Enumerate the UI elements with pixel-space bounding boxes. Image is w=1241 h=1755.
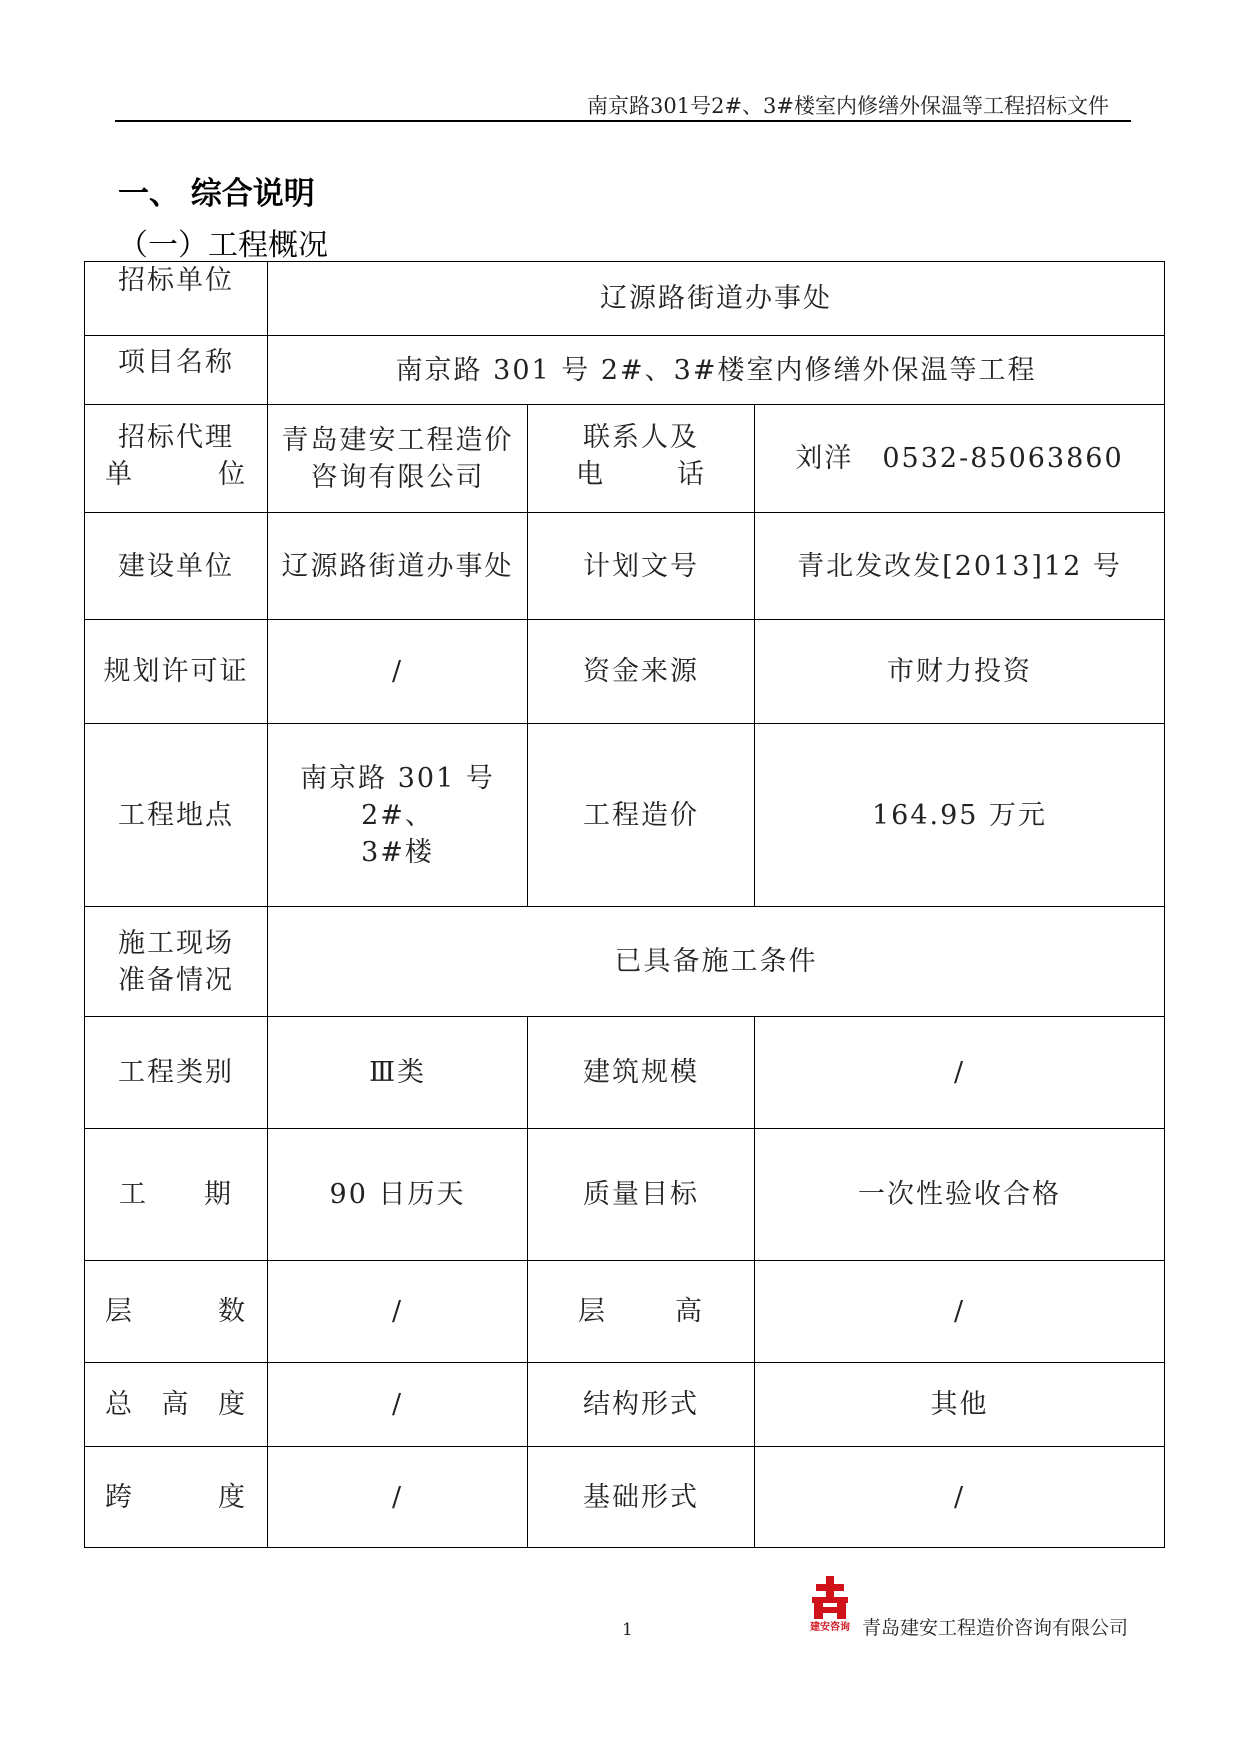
site-prep-value: 已具备施工条件 xyxy=(268,907,1165,1017)
total-height-label-char: 度 xyxy=(218,1389,247,1420)
running-header-title: 南京路301号2#、3#楼室内修缮外保温等工程招标文件 xyxy=(587,94,1109,118)
total-height-label xyxy=(85,1363,268,1447)
project-name-label: 项目名称 xyxy=(85,336,268,405)
footer-company-name: 青岛建安工程造价咨询有限公司 xyxy=(862,1617,1129,1639)
cost-label: 工程造价 xyxy=(528,724,755,907)
table-row xyxy=(85,1017,1165,1129)
planning-permit-label: 规划许可证 xyxy=(85,620,268,724)
agency-label-char: 位 xyxy=(218,459,247,490)
location-value xyxy=(268,724,528,907)
company-logo-text: 建安咨询 xyxy=(810,1622,850,1633)
table-row xyxy=(85,724,1165,907)
table-row xyxy=(85,1363,1165,1447)
span-value: / xyxy=(268,1447,528,1548)
agency-label-char: 单 xyxy=(105,459,134,490)
quality-value: 一次性验收合格 xyxy=(755,1129,1165,1261)
contact-label-line1: 联系人及 xyxy=(583,422,699,453)
agency-value-line2: 咨询有限公司 xyxy=(310,461,485,493)
table-row xyxy=(85,620,1165,724)
span-label xyxy=(85,1447,268,1548)
floor-height-value: / xyxy=(755,1261,1165,1363)
span-label-char: 度 xyxy=(218,1481,247,1513)
funding-source-label: 资金来源 xyxy=(528,620,755,724)
site-prep-label xyxy=(85,907,268,1017)
contact-label xyxy=(528,405,755,513)
agency-label-line1: 招标代理 xyxy=(118,422,234,453)
table-row xyxy=(85,1129,1165,1261)
location-value-line1: 南京路 301 号 2#、 xyxy=(300,762,495,831)
span-label-char: 跨 xyxy=(105,1481,134,1513)
floor-height-label xyxy=(528,1261,755,1363)
page-number: 1 xyxy=(622,1620,633,1640)
section-heading: 一、 综合说明 xyxy=(118,176,315,212)
total-height-value: / xyxy=(268,1363,528,1447)
agency-value xyxy=(268,405,528,513)
structure-value: 其他 xyxy=(755,1363,1165,1447)
table-row xyxy=(85,405,1165,513)
table-row xyxy=(85,262,1165,336)
scale-value: / xyxy=(755,1017,1165,1129)
foundation-value: / xyxy=(755,1447,1165,1548)
contact-value: 刘洋 0532-85063860 xyxy=(755,405,1165,513)
builder-label: 建设单位 xyxy=(85,513,268,620)
agency-label-line2 xyxy=(91,456,261,493)
planning-permit-value: / xyxy=(268,620,528,724)
funding-source-value: 市财力投资 xyxy=(755,620,1165,724)
table-row xyxy=(85,336,1165,405)
plan-doc-label: 计划文号 xyxy=(528,513,755,620)
company-logo-icon xyxy=(806,1574,854,1634)
total-height-label-char: 高 xyxy=(161,1389,191,1420)
duration-label-char: 期 xyxy=(204,1179,233,1210)
location-value-line2: 3#楼 xyxy=(361,836,434,868)
table-row xyxy=(85,1447,1165,1548)
structure-label: 结构形式 xyxy=(528,1363,755,1447)
project-name-value: 南京路 301 号 2#、3#楼室内修缮外保温等工程 xyxy=(268,336,1165,405)
table-row xyxy=(85,907,1165,1017)
tender-unit-label: 招标单位 xyxy=(85,262,268,336)
tender-unit-value: 辽源路街道办事处 xyxy=(268,262,1165,336)
contact-label-char: 电 xyxy=(576,459,605,490)
plan-doc-value: 青北发改发[2013]12 号 xyxy=(755,513,1165,620)
floors-label-char: 层 xyxy=(105,1296,134,1327)
project-overview-table xyxy=(84,261,1165,1548)
subsection-heading: （一）工程概况 xyxy=(118,228,328,263)
cost-value: 164.95 万元 xyxy=(755,724,1165,907)
floor-height-label-char: 高 xyxy=(675,1296,704,1327)
contact-label-line2 xyxy=(534,456,748,493)
scale-label: 建筑规模 xyxy=(528,1017,755,1129)
running-header xyxy=(115,86,1131,122)
site-prep-label-line1: 施工现场 xyxy=(118,927,234,959)
builder-value: 辽源路街道办事处 xyxy=(268,513,528,620)
floors-label xyxy=(85,1261,268,1363)
quality-label: 质量目标 xyxy=(528,1129,755,1261)
contact-label-char: 话 xyxy=(677,459,706,490)
agency-label xyxy=(85,405,268,513)
duration-label-char: 工 xyxy=(119,1179,148,1210)
category-label: 工程类别 xyxy=(85,1017,268,1129)
duration-label xyxy=(85,1129,268,1261)
category-value: Ⅲ类 xyxy=(268,1017,528,1129)
location-label: 工程地点 xyxy=(85,724,268,907)
total-height-label-char: 总 xyxy=(105,1389,134,1420)
floors-label-char: 数 xyxy=(218,1296,247,1327)
agency-value-line1: 青岛建安工程造价 xyxy=(281,424,514,456)
floors-value: / xyxy=(268,1261,528,1363)
floor-height-label-char: 层 xyxy=(578,1296,607,1327)
site-prep-label-line2: 准备情况 xyxy=(118,964,234,996)
duration-value: 90 日历天 xyxy=(268,1129,528,1261)
table-row xyxy=(85,513,1165,620)
foundation-label: 基础形式 xyxy=(528,1447,755,1548)
table-row xyxy=(85,1261,1165,1363)
